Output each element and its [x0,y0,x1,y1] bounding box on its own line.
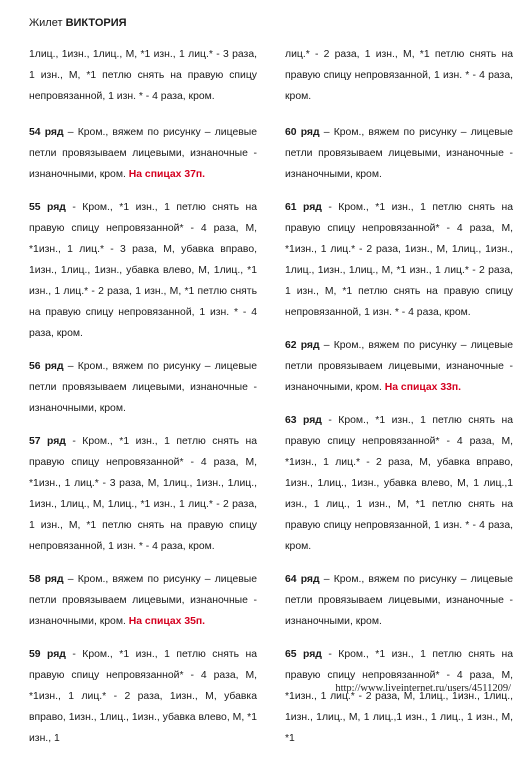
row-text: – Кром., вяжем по рисунку – лицевые петли провязываем лицевыми, изнаночные - изнаночными, кром. [29,361,257,414]
row-text: лиц.* - 2 раза, 1 изн., М, *1 петлю снять на правую спицу непровязанной, 1 изн. * - 4 раза, кром. [285,49,513,102]
instruction-paragraph [285,569,513,632]
header-title: ВИКТОРИЯ [65,17,127,29]
row-number: 60 ряд [285,127,320,138]
right-column [285,44,513,761]
row-number: 56 ряд [29,361,64,372]
row-text: - Кром., *1 изн., 1 петлю снять на правую спицу непровязанной* - 4 раза, М, *1изн., 1 лиц.* - 2 раза, 1изн., М, 1лиц., 1изн., 1лиц., 1изн., 1лиц., М, *1 изн., 1 лиц.* - 2 раза, 1 изн., М, *1 петлю снять на правую спицу непровязанной, 1 изн. * - 4 раза, кром. [285,202,513,318]
instruction-paragraph [285,644,513,749]
instruction-paragraph [285,410,513,557]
stitch-count-note: На спицах 33п. [384,382,462,393]
header-prefix: Жилет [29,17,63,29]
instruction-paragraph [285,197,513,323]
row-number: 61 ряд [285,202,322,213]
instruction-paragraph [29,122,257,185]
row-text: – Кром., вяжем по рисунку – лицевые петли провязываем лицевыми, изнаночные - изнаночными, кром. [29,127,257,180]
row-text: - Кром., *1 изн., 1 петлю снять на правую спицу непровязанной* - 4 раза, М, *1изн., 1 лиц.* - 3 раза, М, убавка вправо, 1изн., 1лиц., 1изн., убавка влево, М, 1лиц., *1 изн., 1 лиц.* - 2 раза, 1 изн., М, *1 петлю снять на правую спицу непровязанной, 1 изн. * - 4 раза, кром. [29,202,257,339]
row-text: - Кром., *1 изн., 1 петлю снять на правую спицу непровязанной* - 4 раза, М, *1изн., 1 лиц.* - 2 раза, М, убавка вправо, 1изн., 1лиц., 1изн., убавка влево, М, 1 лиц.,1 изн., 1 лиц., 1 изн., М, *1 петлю снять на правую спицу непровязанной, 1 изн. * - 4 раза, кром. [285,415,513,552]
stitch-count-note: На спицах 35п. [128,616,206,627]
instruction-paragraph [285,335,513,398]
source-url[interactable]: http://www.liveinternet.ru/users/4511209/ [335,683,511,694]
row-text: – Кром., вяжем по рисунку – лицевые петли провязываем лицевыми, изнаночные - изнаночными, кром. [29,574,257,627]
instruction-paragraph [29,44,257,107]
left-column [29,44,257,761]
row-text: – Кром., вяжем по рисунку – лицевые петли провязываем лицевыми, изнаночные - изнаночными, кром. [285,574,513,627]
row-text: 1лиц., 1изн., 1лиц., М, *1 изн., 1 лиц.* - 3 раза, 1 изн., М, *1 петлю снять на правую спицу непровязанной, 1 изн. * - 4 раза, кром. [29,49,257,102]
instruction-paragraph [29,431,257,557]
instruction-paragraph [285,122,513,185]
instruction-paragraph [29,569,257,632]
instruction-paragraph [29,197,257,344]
instruction-paragraph [285,44,513,107]
row-number: 58 ряд [29,574,64,585]
row-number: 64 ряд [285,574,320,585]
row-number: 55 ряд [29,202,66,213]
row-text: – Кром., вяжем по рисунку – лицевые петли провязываем лицевыми, изнаночные - изнаночными, кром. [285,340,513,393]
row-number: 62 ряд [285,340,320,351]
row-text: - Кром., *1 изн., 1 петлю снять на правую спицу непровязанной* - 4 раза, М, *1изн., 1 лиц.* - 2 раза, М, 1лиц., 1изн., 1лиц., 1изн., 1лиц., М, 1 лиц.,1 изн., 1 лиц., 1 изн., М, *1 [285,649,513,744]
row-text: - Кром., *1 изн., 1 петлю снять на правую спицу непровязанной* - 4 раза, М, *1изн., 1 лиц.* - 2 раза, 1изн., М, убавка вправо, 1изн., 1лиц., 1изн., убавка влево, М, *1 изн., 1 [29,649,257,744]
page-header [29,17,127,29]
row-text: – Кром., вяжем по рисунку – лицевые петли провязываем лицевыми, изнаночные - изнаночными, кром. [285,127,513,180]
row-number: 54 ряд [29,127,64,138]
stitch-count-note: На спицах 37п. [128,169,206,180]
instruction-paragraph [29,356,257,419]
row-number: 63 ряд [285,415,322,426]
row-number: 59 ряд [29,649,66,660]
row-number: 57 ряд [29,436,66,447]
instruction-paragraph [29,644,257,749]
row-text: - Кром., *1 изн., 1 петлю снять на правую спицу непровязанной* - 4 раза, М, *1изн., 1 лиц.* - 3 раза, М, 1лиц., 1изн., 1лиц., 1изн., 1лиц., М, 1лиц., *1 изн., 1 лиц.* - 2 раза, 1 изн., М, *1 петлю снять на правую спицу непровязанной, 1 изн. * - 4 раза, кром. [29,436,257,552]
row-number: 65 ряд [285,649,322,660]
